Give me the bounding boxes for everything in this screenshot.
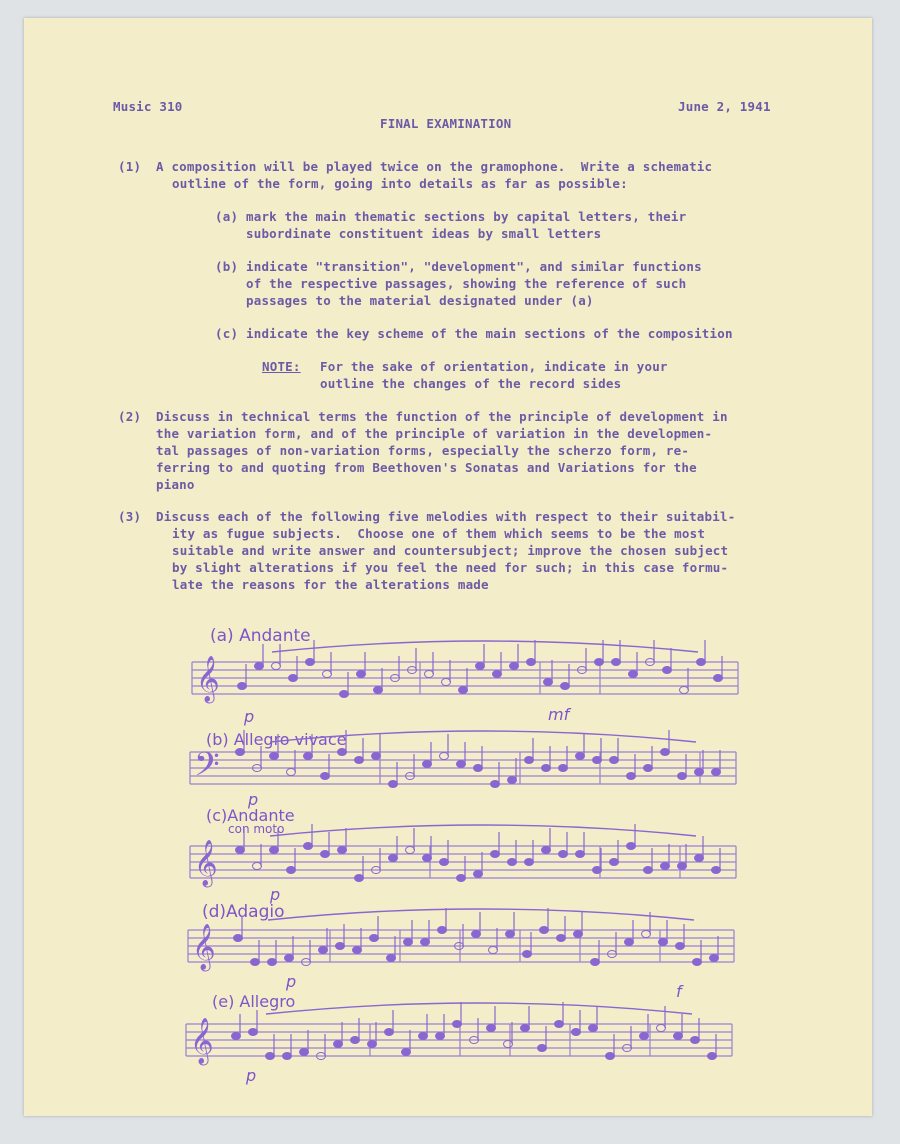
q1b-line: indicate "transition", "development", and similar functions (246, 259, 702, 274)
note-head (438, 927, 447, 934)
note-head (504, 1041, 513, 1048)
note-head (406, 847, 415, 854)
q1-line: A composition will be played twice on the gramophone. Write a schematic (156, 159, 713, 174)
note-head (270, 753, 279, 760)
note-head (491, 851, 500, 858)
note-head (538, 1045, 547, 1052)
note-head (627, 843, 636, 850)
note-head (663, 667, 672, 674)
q2-line: piano (156, 477, 195, 492)
q3-line: ity as fugue subjects. Choose one of them which seems to be the most (172, 526, 706, 541)
note-head (321, 773, 330, 780)
note-head (304, 843, 313, 850)
q1c-label: (c) (215, 326, 239, 341)
dynamic-mark: p (244, 707, 255, 726)
melody-d-label: (d)Adagio (202, 902, 285, 922)
note-head (695, 855, 704, 862)
q2-line: Discuss in technical terms the function of the principle of development in (156, 409, 728, 424)
note-head (557, 935, 566, 942)
note-head (355, 875, 364, 882)
clef-icon: 𝄞 (192, 924, 216, 970)
dynamic-mark: p (286, 972, 297, 991)
note-head (572, 1029, 581, 1036)
note-head (457, 875, 466, 882)
dynamic-mark: mf (548, 705, 570, 724)
dynamic-mark: p (248, 790, 259, 809)
note-head (423, 761, 432, 768)
slur (272, 641, 698, 652)
note-head (714, 675, 723, 682)
note-head (695, 769, 704, 776)
note-line: For the sake of orientation, indicate in your (320, 359, 668, 374)
q3-line: Discuss each of the following five melodies with respect to their suitabil- (156, 509, 736, 524)
note-head (370, 935, 379, 942)
note-head (319, 947, 328, 954)
note-head (436, 1033, 445, 1040)
note-head (523, 951, 532, 958)
dynamic-mark: p (246, 1066, 257, 1085)
note-head (576, 753, 585, 760)
note-head (255, 663, 264, 670)
q3-line: suitable and write answer and countersubject; improve the chosen subject (172, 543, 729, 558)
note-head (357, 671, 366, 678)
q1b-line: of the respective passages, showing the reference of such (246, 276, 687, 291)
q2-number: (2) (118, 409, 142, 424)
note-head (355, 757, 364, 764)
q1-line: outline of the form, going into details as far as possible: (172, 176, 628, 191)
slur (270, 731, 696, 742)
note-head (612, 659, 621, 666)
note-head (574, 931, 583, 938)
note-head (506, 931, 515, 938)
note-head (285, 955, 294, 962)
note-head (440, 753, 449, 760)
note-head (629, 671, 638, 678)
note-head (334, 1041, 343, 1048)
slur (270, 825, 696, 836)
note-head (491, 781, 500, 788)
melody-a-label: (a) Andante (210, 626, 311, 646)
note-head (387, 955, 396, 962)
note-head (419, 1033, 428, 1040)
note-head (272, 663, 281, 670)
note-head (474, 871, 483, 878)
q3-line: by slight alterations if you feel the need for such; in this case formu- (172, 560, 729, 575)
note-head (521, 1025, 530, 1032)
note-head (593, 867, 602, 874)
note-head (389, 855, 398, 862)
note-head (289, 675, 298, 682)
clef-icon: 𝄞 (194, 840, 218, 886)
note-head (440, 859, 449, 866)
note-head (270, 847, 279, 854)
note-head (287, 867, 296, 874)
note-head (385, 1029, 394, 1036)
note-head (442, 679, 451, 686)
note-head (323, 671, 332, 678)
q1b-line: passages to the material designated under (a) (246, 293, 594, 308)
note-head (708, 1053, 717, 1060)
note-head (487, 1025, 496, 1032)
note-head (304, 753, 313, 760)
note-head (674, 1033, 683, 1040)
note-label: NOTE: (262, 359, 301, 374)
note-head (306, 659, 315, 666)
note-head (555, 1021, 564, 1028)
note-head (610, 757, 619, 764)
dynamic-mark: p (270, 885, 281, 904)
course-label: Music 310 (113, 99, 183, 114)
note-head (283, 1053, 292, 1060)
clef-icon: 𝄢 (194, 746, 220, 792)
note-head (712, 867, 721, 874)
note-head (300, 1049, 309, 1056)
note-head (510, 663, 519, 670)
note-head (266, 1053, 275, 1060)
q1c-line: indicate the key scheme of the main sections of the composition (246, 326, 733, 341)
note-head (353, 947, 362, 954)
note-line: outline the changes of the record sides (320, 376, 622, 391)
note-head (321, 851, 330, 858)
q1a-label: (a) (215, 209, 239, 224)
note-head (595, 659, 604, 666)
note-head (678, 773, 687, 780)
note-head (591, 959, 600, 966)
note-head (559, 851, 568, 858)
melody-e-label: (e) Allegro (212, 992, 296, 1011)
note-head (421, 939, 430, 946)
melody-b-label: (b) Allegro vivace (206, 730, 347, 749)
note-head (374, 687, 383, 694)
note-head (268, 959, 277, 966)
q2-line: the variation form, and of the principle of variation in the developmen- (156, 426, 713, 441)
note-head (525, 859, 534, 866)
note-head (691, 1037, 700, 1044)
note-head (236, 847, 245, 854)
note-head (238, 683, 247, 690)
q1a-line: mark the main thematic sections by capital letters, their (246, 209, 687, 224)
melody-c-sublabel: con moto (228, 822, 285, 836)
note-head (642, 931, 651, 938)
note-head (340, 691, 349, 698)
note-head (453, 1021, 462, 1028)
note-head (425, 671, 434, 678)
dynamic-mark: f (676, 982, 682, 1001)
note-head (625, 939, 634, 946)
note-head (253, 863, 262, 870)
note-head (640, 1033, 649, 1040)
note-head (610, 859, 619, 866)
note-head (693, 959, 702, 966)
note-head (676, 943, 685, 950)
note-head (402, 1049, 411, 1056)
note-head (559, 765, 568, 772)
note-head (659, 939, 668, 946)
note-head (644, 867, 653, 874)
note-head (351, 1037, 360, 1044)
note-head (544, 679, 553, 686)
note-head (644, 765, 653, 772)
note-head (389, 781, 398, 788)
slur (268, 909, 694, 920)
note-head (232, 1033, 241, 1040)
melody-c-label: (c)Andante (206, 806, 295, 825)
note-head (576, 851, 585, 858)
q1a-line: subordinate constituent ideas by small letters (246, 226, 602, 241)
note-head (459, 687, 468, 694)
note-head (457, 761, 466, 768)
note-head (508, 859, 517, 866)
note-head (542, 847, 551, 854)
note-head (236, 749, 245, 756)
note-head (627, 773, 636, 780)
note-head (697, 659, 706, 666)
note-head (527, 659, 536, 666)
note-head (476, 663, 485, 670)
note-head (489, 947, 498, 954)
note-head (561, 683, 570, 690)
note-head (372, 753, 381, 760)
q3-number: (3) (118, 509, 142, 524)
note-head (657, 1025, 666, 1032)
note-head (251, 959, 260, 966)
note-head (593, 757, 602, 764)
note-head (661, 863, 670, 870)
note-head (249, 1029, 258, 1036)
note-head (423, 855, 432, 862)
q3-line: late the reasons for the alterations made (172, 577, 489, 592)
note-head (493, 671, 502, 678)
note-head (525, 757, 534, 764)
note-head (368, 1041, 377, 1048)
page-title: FINAL EXAMINATION (380, 116, 512, 131)
slur (266, 1003, 692, 1014)
note-head (338, 749, 347, 756)
note-head (474, 765, 483, 772)
note-head (661, 749, 670, 756)
note-head (338, 847, 347, 854)
q1b-label: (b) (215, 259, 239, 274)
note-head (678, 863, 687, 870)
note-head (680, 687, 689, 694)
note-head (540, 927, 549, 934)
q2-line: tal passages of non-variation forms, especially the scherzo form, re- (156, 443, 690, 458)
q1-number: (1) (118, 159, 142, 174)
clef-icon: 𝄞 (196, 656, 220, 702)
note-head (606, 1053, 615, 1060)
note-head (234, 935, 243, 942)
note-head (336, 943, 345, 950)
note-head (287, 769, 296, 776)
note-head (712, 769, 721, 776)
note-head (542, 765, 551, 772)
q2-line: ferring to and quoting from Beethoven's Sonatas and Variations for the (156, 460, 697, 475)
note-head (710, 955, 719, 962)
note-head (589, 1025, 598, 1032)
clef-icon: 𝄞 (190, 1018, 214, 1064)
note-head (508, 777, 517, 784)
exam-date: June 2, 1941 (678, 99, 771, 114)
note-head (472, 931, 481, 938)
note-head (404, 939, 413, 946)
